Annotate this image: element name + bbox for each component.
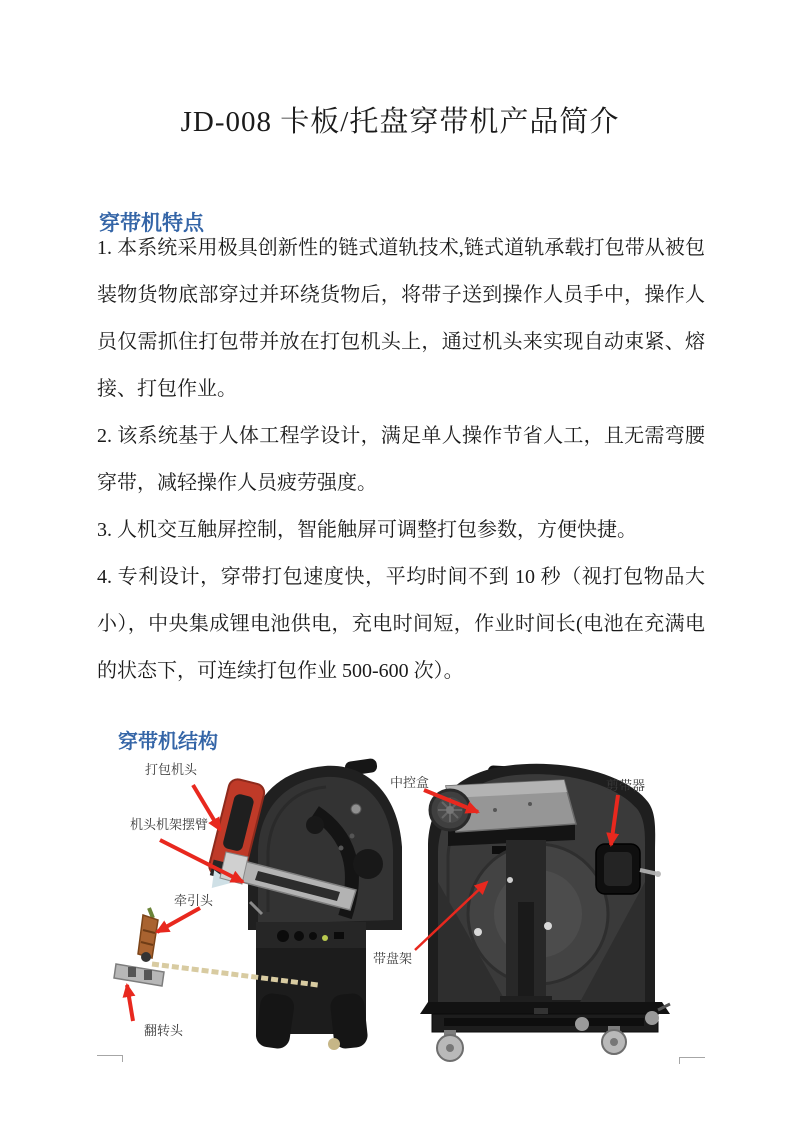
text-boundary-mark-right (679, 1057, 705, 1064)
structure-heading: 穿带机结构 (118, 730, 218, 753)
features-paragraphs (97, 225, 705, 695)
feature-paragraph-1: 1. 本系统采用极具创新性的链式道轨技术,链式道轨承载打包带从被包装物货物底部穿过并环绕货物后，将带子送到操作人员手中，操作人员仅需抓住打包带并放在打包机头上，通过机头来实现自动束紧、熔接、打包作业。 (97, 237, 705, 400)
figure-illustration (0, 752, 800, 1087)
text-boundary-mark-left (97, 1055, 123, 1062)
feature-paragraph-2: 2. 该系统基于人体工程学设计，满足单人操作节省人工，且无需弯腰穿带，减轻操作人员疲劳强度。 (97, 425, 705, 494)
structure-figure (0, 752, 800, 1087)
label-head-frame-swing-arm: 机头机架摆臂 (130, 817, 209, 832)
page-title: JD-008 卡板/托盘穿带机产品简介 (180, 106, 620, 139)
label-strap-cutter: 剪带器 (606, 778, 646, 793)
label-reel-holder: 带盘架 (373, 951, 413, 966)
label-flip-head: 翻转头 (144, 1023, 184, 1038)
label-traction-head: 牵引头 (174, 893, 214, 908)
right-machine-illustration (420, 764, 670, 1061)
feature-paragraph-4: 4. 专利设计，穿带打包速度快，平均时间不到 10 秒（视打包物品大小），中央集成锂电池供电，充电时间短，作业时间长(电池在充满电的状态下，可连续打包作业 500-600 次）。 (97, 566, 705, 682)
label-control-box: 中控盒 (390, 775, 430, 790)
left-machine-illustration (114, 758, 402, 1050)
label-strapping-head: 打包机头 (145, 762, 198, 777)
feature-paragraph-3: 3. 人机交互触屏控制，智能触屏可调整打包参数，方便快捷。 (97, 519, 637, 541)
features-heading: 穿带机特点 (99, 211, 204, 236)
